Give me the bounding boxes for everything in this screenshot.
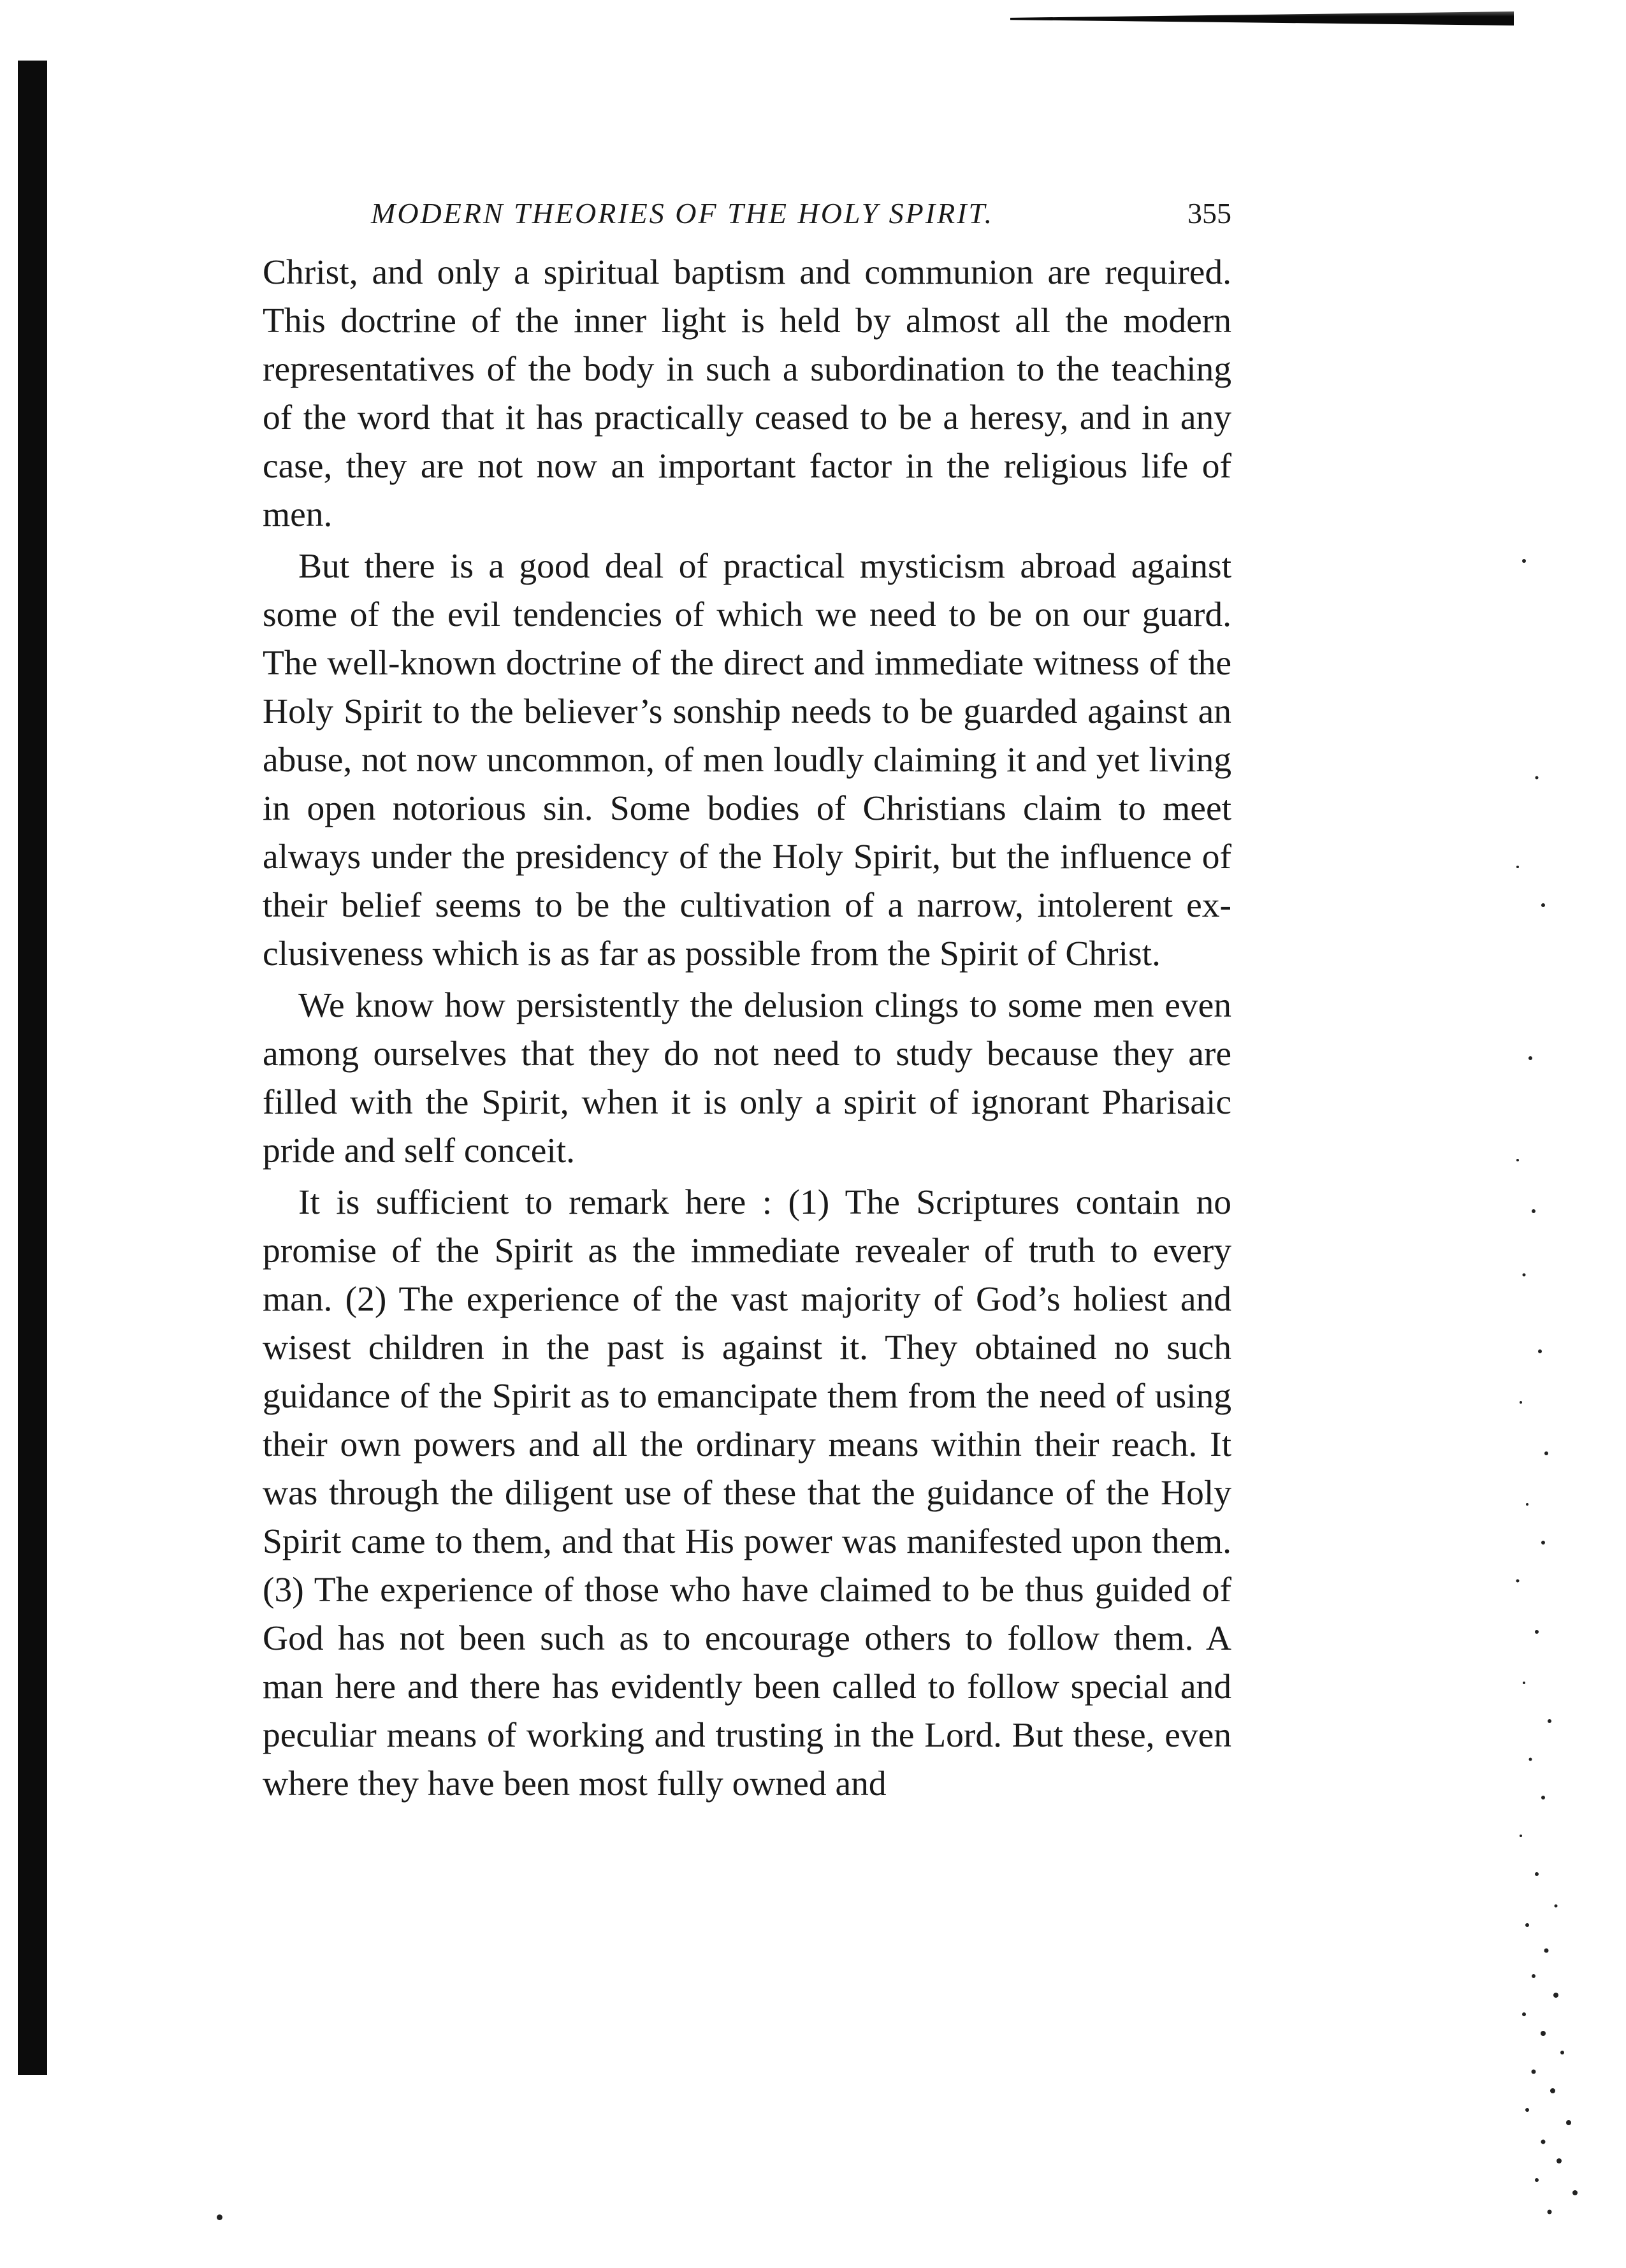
scan-line-top (1010, 11, 1514, 25)
running-title: MODERN THEORIES OF THE HOLY SPIRIT. (371, 197, 994, 229)
book-page (263, 191, 1231, 1812)
paragraph: But there is a good deal of practical mysticism abroad against some of the evil tendencies of which we need to be on our guard. The well-known doctrine of the direct and immediate witness of the Holy Spirit to the believer’s sonship needs to be guarded against an abuse, not now uncommon, of men loudly claiming it and yet living in open notorious sin. Some bodies of Christians claim to meet always under the presidency of the Holy Spirit, but the influence of their belief seems to be the cultivation of a narrow, intolerent exclusiveness which is as far as possible from the Spirit of Christ. (263, 547, 1231, 973)
stray-mark (217, 2214, 222, 2220)
page-number: 355 (1187, 197, 1231, 229)
body-text (263, 249, 1231, 1808)
scan-specks (1499, 0, 1626, 2268)
paragraph: It is sufficient to remark here : (1) The Scriptures contain no promise of the Spirit as the immediate revealer of truth to every man. (2) The experience of the vast majority of God’s holiest and wisest children in the past is against it. They obtained no such guidance of the Spirit as to emancipate them from the need of using their own powers and all the ordinary means within their reach. It was through the diligent use of these that the guidance of the Holy Spirit came to them, and that His power was manifested upon them. (3) The experience of those who have claimed to be thus guided of God has not been such as to encourage others to follow them. A man here and there has evidently been called to follow special and peculiar means of working and trusting in the Lord. But these, even where they have been most fully owned and (263, 1183, 1231, 1803)
paragraph: Christ, and only a spiritual baptism and communion are required. This doctrine of the inner light is held by almost all the modern representatives of the body in such a subordination to the teaching of the word that it has practically ceased to be a heresy, and in any case, they are not now an important factor in the religious life of men. (263, 253, 1231, 534)
running-head (263, 191, 1231, 249)
scan-edge-left (18, 61, 47, 2075)
paragraph: We know how persistently the delusion clings to some men even among ourselves that they do not need to study because they are filled with the Spirit, when it is only a spirit of ignorant Pharisaic pride and self conceit. (263, 986, 1231, 1170)
